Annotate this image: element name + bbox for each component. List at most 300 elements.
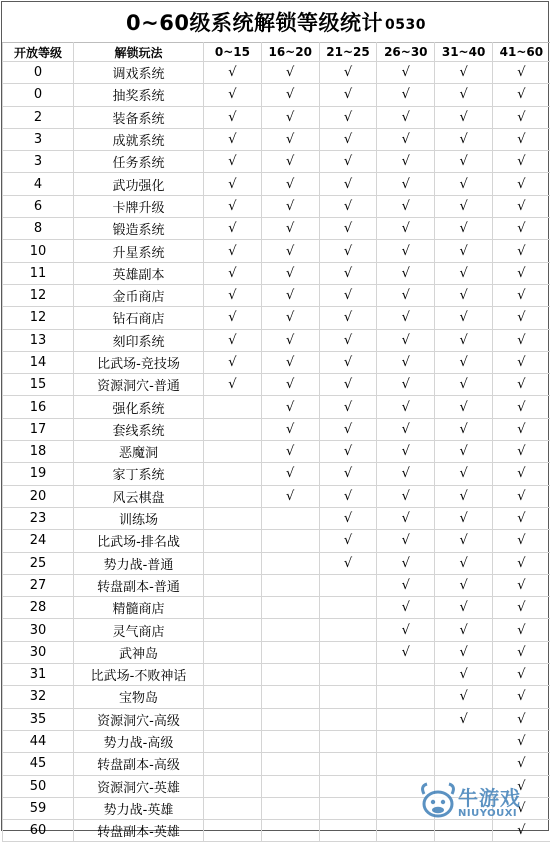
unlock-level: 50: [3, 775, 74, 797]
check-mark: √: [261, 418, 319, 440]
check-mark: √: [492, 820, 550, 842]
check-mark: √: [319, 173, 377, 195]
page-title: [2, 2, 550, 42]
empty-cell: [261, 686, 319, 708]
table-row: [3, 374, 550, 396]
feature-name: 武功强化: [74, 173, 204, 195]
check-mark: √: [204, 151, 262, 173]
check-mark: √: [435, 307, 493, 329]
unlock-level: 24: [3, 530, 74, 552]
check-mark: √: [435, 284, 493, 306]
header-range: 41~60: [492, 43, 550, 62]
check-mark: √: [492, 441, 550, 463]
unlock-level: 10: [3, 240, 74, 262]
check-mark: √: [204, 173, 262, 195]
feature-name: 灵气商店: [74, 619, 204, 641]
feature-name: 钻石商店: [74, 307, 204, 329]
table-row: [3, 485, 550, 507]
empty-cell: [377, 664, 435, 686]
table-row: [3, 173, 550, 195]
unlock-level: 0: [3, 62, 74, 84]
unlock-level: 11: [3, 262, 74, 284]
check-mark: √: [492, 552, 550, 574]
check-mark: √: [492, 775, 550, 797]
check-mark: √: [377, 374, 435, 396]
table-row: [3, 62, 550, 84]
feature-name: 套线系统: [74, 418, 204, 440]
check-mark: √: [319, 351, 377, 373]
empty-cell: [204, 753, 262, 775]
feature-name: 宝物岛: [74, 686, 204, 708]
check-mark: √: [435, 128, 493, 150]
empty-cell: [435, 797, 493, 819]
empty-cell: [319, 574, 377, 596]
check-mark: √: [319, 106, 377, 128]
feature-name: 升星系统: [74, 240, 204, 262]
empty-cell: [319, 641, 377, 663]
unlock-level: 30: [3, 619, 74, 641]
check-mark: √: [492, 686, 550, 708]
empty-cell: [319, 664, 377, 686]
feature-name: 装备系统: [74, 106, 204, 128]
header-level: 开放等级: [3, 43, 74, 62]
unlock-level: 12: [3, 307, 74, 329]
check-mark: √: [261, 329, 319, 351]
check-mark: √: [261, 262, 319, 284]
feature-name: 强化系统: [74, 396, 204, 418]
empty-cell: [204, 641, 262, 663]
empty-cell: [204, 463, 262, 485]
check-mark: √: [204, 62, 262, 84]
table-row: [3, 753, 550, 775]
empty-cell: [204, 820, 262, 842]
empty-cell: [204, 797, 262, 819]
table-row: [3, 619, 550, 641]
feature-name: 风云棋盘: [74, 485, 204, 507]
table-row: [3, 106, 550, 128]
feature-name: 比武场-排名战: [74, 530, 204, 552]
empty-cell: [204, 619, 262, 641]
check-mark: √: [492, 485, 550, 507]
unlock-level: 31: [3, 664, 74, 686]
check-mark: √: [435, 530, 493, 552]
empty-cell: [204, 552, 262, 574]
check-mark: √: [319, 463, 377, 485]
unlock-level: 14: [3, 351, 74, 373]
table-row: [3, 574, 550, 596]
unlock-level: 6: [3, 195, 74, 217]
check-mark: √: [204, 128, 262, 150]
check-mark: √: [492, 173, 550, 195]
table-body: [3, 62, 550, 842]
feature-name: 金币商店: [74, 284, 204, 306]
unlock-level: 30: [3, 641, 74, 663]
title-version: 0530: [385, 17, 426, 33]
table-row: [3, 507, 550, 529]
check-mark: √: [261, 284, 319, 306]
table-row: [3, 597, 550, 619]
feature-name: 抽奖系统: [74, 84, 204, 106]
empty-cell: [204, 530, 262, 552]
header-row: [3, 43, 550, 62]
unlock-level: 23: [3, 507, 74, 529]
check-mark: √: [319, 262, 377, 284]
check-mark: √: [319, 307, 377, 329]
unlock-level: 3: [3, 151, 74, 173]
check-mark: √: [435, 396, 493, 418]
unlock-level: 15: [3, 374, 74, 396]
check-mark: √: [377, 418, 435, 440]
check-mark: √: [492, 597, 550, 619]
table-row: [3, 775, 550, 797]
check-mark: √: [492, 530, 550, 552]
check-mark: √: [435, 218, 493, 240]
empty-cell: [204, 686, 262, 708]
check-mark: √: [204, 284, 262, 306]
check-mark: √: [204, 374, 262, 396]
empty-cell: [204, 485, 262, 507]
empty-cell: [319, 797, 377, 819]
empty-cell: [377, 686, 435, 708]
check-mark: √: [492, 619, 550, 641]
check-mark: √: [261, 218, 319, 240]
empty-cell: [377, 820, 435, 842]
check-mark: √: [492, 641, 550, 663]
table-row: [3, 797, 550, 819]
empty-cell: [435, 820, 493, 842]
check-mark: √: [319, 552, 377, 574]
empty-cell: [204, 730, 262, 752]
header-feature: 解锁玩法: [74, 43, 204, 62]
feature-name: 卡牌升级: [74, 195, 204, 217]
empty-cell: [261, 641, 319, 663]
check-mark: √: [492, 418, 550, 440]
unlock-level: 32: [3, 686, 74, 708]
unlock-level: 60: [3, 820, 74, 842]
unlock-level: 17: [3, 418, 74, 440]
check-mark: √: [261, 485, 319, 507]
check-mark: √: [204, 307, 262, 329]
check-mark: √: [204, 329, 262, 351]
check-mark: √: [377, 62, 435, 84]
check-mark: √: [261, 151, 319, 173]
empty-cell: [319, 619, 377, 641]
check-mark: √: [492, 507, 550, 529]
feature-name: 成就系统: [74, 128, 204, 150]
feature-name: 势力战-英雄: [74, 797, 204, 819]
check-mark: √: [492, 307, 550, 329]
unlock-level: 44: [3, 730, 74, 752]
check-mark: √: [377, 240, 435, 262]
check-mark: √: [377, 262, 435, 284]
spreadsheet: [1, 1, 549, 831]
table-row: [3, 418, 550, 440]
check-mark: √: [261, 307, 319, 329]
table-row: [3, 329, 550, 351]
empty-cell: [261, 730, 319, 752]
check-mark: √: [261, 84, 319, 106]
check-mark: √: [435, 351, 493, 373]
check-mark: √: [492, 730, 550, 752]
unlock-level: 0: [3, 84, 74, 106]
check-mark: √: [319, 441, 377, 463]
table-row: [3, 195, 550, 217]
unlock-level: 27: [3, 574, 74, 596]
check-mark: √: [435, 574, 493, 596]
check-mark: √: [261, 195, 319, 217]
check-mark: √: [204, 195, 262, 217]
check-mark: √: [492, 151, 550, 173]
empty-cell: [377, 730, 435, 752]
check-mark: √: [435, 329, 493, 351]
check-mark: √: [377, 507, 435, 529]
check-mark: √: [319, 218, 377, 240]
check-mark: √: [492, 218, 550, 240]
check-mark: √: [435, 441, 493, 463]
check-mark: √: [435, 374, 493, 396]
empty-cell: [261, 797, 319, 819]
feature-name: 转盘副本-高级: [74, 753, 204, 775]
check-mark: √: [261, 396, 319, 418]
empty-cell: [204, 574, 262, 596]
check-mark: √: [377, 84, 435, 106]
table-row: [3, 686, 550, 708]
check-mark: √: [319, 374, 377, 396]
unlock-level: 20: [3, 485, 74, 507]
empty-cell: [319, 775, 377, 797]
check-mark: √: [319, 418, 377, 440]
empty-cell: [261, 619, 319, 641]
check-mark: √: [377, 351, 435, 373]
unlock-level: 28: [3, 597, 74, 619]
unlock-level: 45: [3, 753, 74, 775]
header-range: 0~15: [204, 43, 262, 62]
empty-cell: [204, 441, 262, 463]
check-mark: √: [435, 597, 493, 619]
table-row: [3, 730, 550, 752]
check-mark: √: [261, 463, 319, 485]
check-mark: √: [377, 307, 435, 329]
check-mark: √: [319, 284, 377, 306]
empty-cell: [319, 730, 377, 752]
unlock-level: 19: [3, 463, 74, 485]
check-mark: √: [377, 441, 435, 463]
empty-cell: [261, 708, 319, 730]
check-mark: √: [319, 507, 377, 529]
empty-cell: [261, 552, 319, 574]
check-mark: √: [435, 619, 493, 641]
check-mark: √: [204, 262, 262, 284]
check-mark: √: [492, 240, 550, 262]
check-mark: √: [435, 552, 493, 574]
empty-cell: [261, 820, 319, 842]
check-mark: √: [377, 284, 435, 306]
title-main: 0~60级系统解锁等级统计: [126, 7, 383, 37]
feature-name: 训练场: [74, 507, 204, 529]
check-mark: √: [435, 708, 493, 730]
unlock-level: 13: [3, 329, 74, 351]
check-mark: √: [261, 441, 319, 463]
check-mark: √: [319, 62, 377, 84]
check-mark: √: [435, 641, 493, 663]
empty-cell: [204, 396, 262, 418]
unlock-level: 2: [3, 106, 74, 128]
watermark-site-text: NIUYOUXI: [458, 808, 517, 819]
empty-cell: [204, 507, 262, 529]
empty-cell: [261, 664, 319, 686]
empty-cell: [435, 775, 493, 797]
check-mark: √: [204, 218, 262, 240]
check-mark: √: [492, 329, 550, 351]
check-mark: √: [435, 507, 493, 529]
feature-name: 资源洞穴-英雄: [74, 775, 204, 797]
check-mark: √: [435, 62, 493, 84]
header-range: 21~25: [319, 43, 377, 62]
check-mark: √: [492, 396, 550, 418]
header-range: 16~20: [261, 43, 319, 62]
table-row: [3, 463, 550, 485]
empty-cell: [377, 753, 435, 775]
table-row: [3, 820, 550, 842]
check-mark: √: [261, 351, 319, 373]
check-mark: √: [377, 218, 435, 240]
check-mark: √: [492, 664, 550, 686]
check-mark: √: [492, 708, 550, 730]
empty-cell: [377, 797, 435, 819]
check-mark: √: [377, 530, 435, 552]
table-row: [3, 262, 550, 284]
feature-name: 势力战-普通: [74, 552, 204, 574]
check-mark: √: [435, 262, 493, 284]
check-mark: √: [492, 106, 550, 128]
unlock-table: [2, 42, 550, 842]
check-mark: √: [377, 128, 435, 150]
empty-cell: [261, 530, 319, 552]
empty-cell: [204, 597, 262, 619]
feature-name: 转盘副本-英雄: [74, 820, 204, 842]
feature-name: 锻造系统: [74, 218, 204, 240]
check-mark: √: [435, 195, 493, 217]
empty-cell: [319, 708, 377, 730]
check-mark: √: [492, 195, 550, 217]
empty-cell: [204, 708, 262, 730]
feature-name: 比武场-不败神话: [74, 664, 204, 686]
feature-name: 武神岛: [74, 641, 204, 663]
table-row: [3, 307, 550, 329]
check-mark: √: [319, 128, 377, 150]
check-mark: √: [377, 485, 435, 507]
check-mark: √: [261, 62, 319, 84]
check-mark: √: [435, 418, 493, 440]
table-row: [3, 128, 550, 150]
check-mark: √: [492, 753, 550, 775]
empty-cell: [319, 820, 377, 842]
check-mark: √: [377, 641, 435, 663]
empty-cell: [435, 753, 493, 775]
unlock-level: 3: [3, 128, 74, 150]
check-mark: √: [435, 173, 493, 195]
check-mark: √: [377, 195, 435, 217]
table-row: [3, 708, 550, 730]
unlock-level: 18: [3, 441, 74, 463]
table-row: [3, 84, 550, 106]
empty-cell: [319, 753, 377, 775]
check-mark: √: [492, 284, 550, 306]
table-row: [3, 396, 550, 418]
check-mark: √: [377, 173, 435, 195]
table-row: [3, 664, 550, 686]
check-mark: √: [492, 463, 550, 485]
feature-name: 资源洞穴-普通: [74, 374, 204, 396]
check-mark: √: [435, 463, 493, 485]
feature-name: 家丁系统: [74, 463, 204, 485]
table-row: [3, 441, 550, 463]
feature-name: 比武场-竞技场: [74, 351, 204, 373]
check-mark: √: [492, 797, 550, 819]
check-mark: √: [492, 262, 550, 284]
feature-name: 势力战-高级: [74, 730, 204, 752]
feature-name: 任务系统: [74, 151, 204, 173]
unlock-level: 59: [3, 797, 74, 819]
check-mark: √: [204, 106, 262, 128]
check-mark: √: [319, 396, 377, 418]
feature-name: 英雄副本: [74, 262, 204, 284]
check-mark: √: [261, 374, 319, 396]
feature-name: 资源洞穴-高级: [74, 708, 204, 730]
check-mark: √: [435, 106, 493, 128]
check-mark: √: [377, 574, 435, 596]
feature-name: 调戏系统: [74, 62, 204, 84]
unlock-level: 4: [3, 173, 74, 195]
empty-cell: [261, 753, 319, 775]
check-mark: √: [319, 329, 377, 351]
check-mark: √: [377, 329, 435, 351]
check-mark: √: [377, 106, 435, 128]
check-mark: √: [435, 686, 493, 708]
table-row: [3, 552, 550, 574]
check-mark: √: [261, 106, 319, 128]
empty-cell: [319, 686, 377, 708]
table-row: [3, 530, 550, 552]
check-mark: √: [435, 240, 493, 262]
check-mark: √: [261, 173, 319, 195]
check-mark: √: [377, 151, 435, 173]
check-mark: √: [319, 240, 377, 262]
table-row: [3, 284, 550, 306]
check-mark: √: [492, 128, 550, 150]
check-mark: √: [492, 374, 550, 396]
check-mark: √: [319, 151, 377, 173]
check-mark: √: [435, 664, 493, 686]
empty-cell: [204, 664, 262, 686]
check-mark: √: [492, 351, 550, 373]
feature-name: 转盘副本-普通: [74, 574, 204, 596]
empty-cell: [261, 507, 319, 529]
table-row: [3, 240, 550, 262]
check-mark: √: [204, 84, 262, 106]
check-mark: √: [204, 351, 262, 373]
feature-name: 精髓商店: [74, 597, 204, 619]
empty-cell: [319, 597, 377, 619]
check-mark: √: [261, 240, 319, 262]
check-mark: √: [377, 597, 435, 619]
header-range: 26~30: [377, 43, 435, 62]
unlock-level: 16: [3, 396, 74, 418]
feature-name: 刻印系统: [74, 329, 204, 351]
check-mark: √: [492, 574, 550, 596]
empty-cell: [261, 597, 319, 619]
unlock-level: 35: [3, 708, 74, 730]
